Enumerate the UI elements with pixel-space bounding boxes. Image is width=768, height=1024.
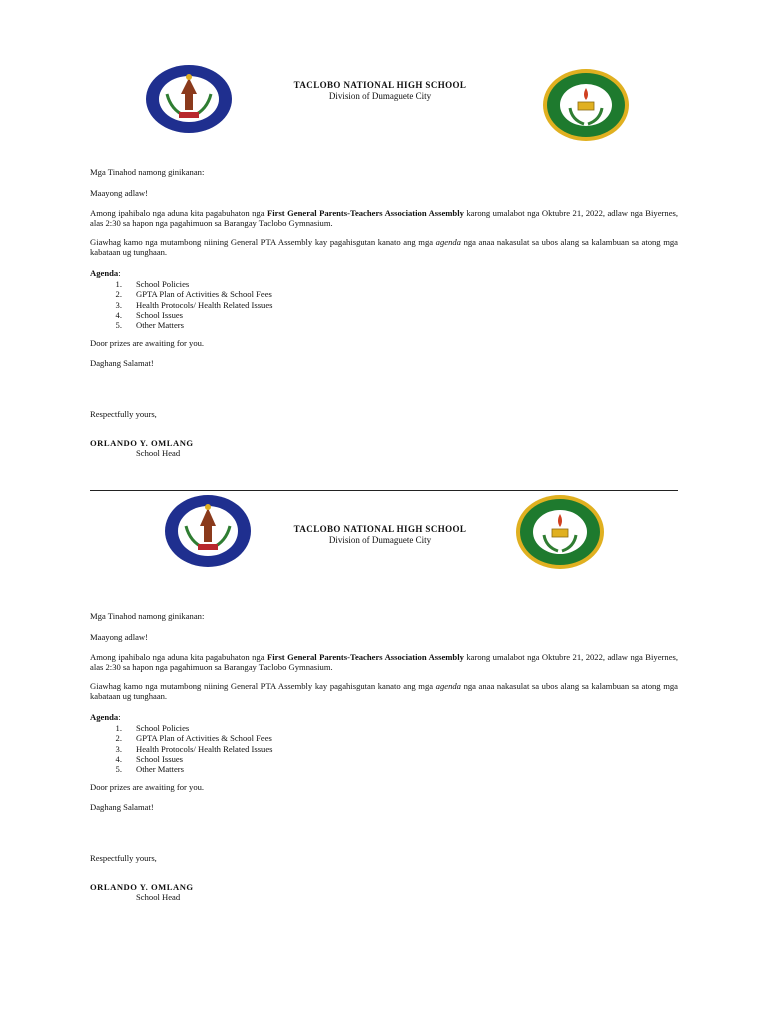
school-name: TACLOBO NATIONAL HIGH SCHOOL	[293, 524, 467, 534]
agenda-item-text: Health Protocols/ Health Related Issues	[136, 299, 273, 310]
agenda-item-text: School Issues	[136, 753, 184, 764]
para2-text-a: Giawhag kamo nga mutambong niining General PTA Assembly kay pagahisgutan kanato ang mga	[90, 237, 434, 247]
agenda-item-number: 1.	[115, 279, 122, 289]
agenda-list	[90, 279, 390, 330]
assembly-name: First General Parents-Teachers Association Assembly	[267, 208, 464, 218]
invitation-paragraph	[90, 237, 678, 257]
assembly-name: First General Parents-Teachers Association Assembly	[267, 652, 464, 662]
announcement-paragraph	[90, 652, 678, 672]
agenda-item-text: School Policies	[136, 279, 190, 289]
school-seal	[515, 494, 605, 570]
agenda-item-number: 3.	[115, 743, 122, 754]
thanks: Daghang Salamat!	[90, 358, 154, 368]
agenda-item-number: 2.	[115, 733, 122, 744]
para2-text-c: nga anaa nakasulat sa ubos alang sa kalambuan sa atong mga kabataan ug tunghaan.	[90, 237, 678, 257]
para2-text-a: Giawhag kamo nga mutambong niining General PTA Assembly kay pagahisgutan kanato ang mga	[90, 681, 434, 691]
agenda-item-text: Other Matters	[136, 320, 184, 331]
agenda-item-number: 5.	[115, 764, 122, 775]
agenda-item-number: 3.	[115, 299, 122, 310]
agenda-word: agenda	[435, 681, 461, 691]
agenda-item-number: 2.	[115, 289, 122, 300]
door-prizes-note: Door prizes are awaiting for you.	[90, 338, 205, 348]
closing: Respectfully yours,	[90, 853, 157, 863]
agenda-item	[90, 723, 390, 733]
para1-text-c: karong umalabot nga Oktubre 21, 2022, adlaw nga Biyernes, alas 2:30 sa hapon nga pagahimuon sa Barangay Taclobo Gymnasium.	[90, 208, 678, 228]
agenda-item-text: School Issues	[136, 309, 184, 320]
agenda-word: agenda	[435, 237, 461, 247]
agenda-item	[90, 279, 390, 289]
para1-text-a: Among ipahibalo nga aduna kita pagabuhaton nga	[90, 652, 265, 662]
agenda-item-number: 4.	[115, 753, 122, 764]
salutation: Mga Tinahod namong ginikanan:	[90, 167, 205, 177]
greeting: Maayong adlaw!	[90, 188, 148, 198]
agenda-item	[90, 733, 390, 743]
agenda-title: Agenda	[90, 712, 119, 722]
agenda-item	[90, 754, 390, 764]
school-name: TACLOBO NATIONAL HIGH SCHOOL	[293, 80, 467, 90]
invitation-paragraph	[90, 681, 678, 701]
door-prizes-note: Door prizes are awaiting for you.	[90, 782, 205, 792]
agenda-item	[90, 764, 390, 774]
agenda-item	[90, 320, 390, 330]
agenda-item-text: Other Matters	[136, 764, 184, 775]
signer-name: ORLANDO Y. OMLANG	[90, 882, 194, 892]
agenda-item	[90, 310, 390, 320]
signer-title: School Head	[136, 892, 181, 902]
salutation: Mga Tinahod namong ginikanan:	[90, 611, 205, 621]
agenda-item	[90, 300, 390, 310]
school-division: Division of Dumaguete City	[328, 535, 432, 545]
signer-title: School Head	[136, 448, 181, 458]
deped-division-seal	[164, 494, 252, 568]
agenda-list	[90, 723, 390, 774]
para1-text-a: Among ipahibalo nga aduna kita pagabuhaton nga	[90, 208, 265, 218]
announcement-paragraph	[90, 208, 678, 228]
school-seal	[542, 68, 630, 142]
agenda-item-text: School Policies	[136, 723, 190, 733]
letter-divider	[90, 490, 678, 491]
thanks: Daghang Salamat!	[90, 802, 154, 812]
agenda-heading: Agenda:	[90, 268, 121, 278]
agenda-item-number: 5.	[115, 320, 122, 331]
agenda-item-number: 1.	[115, 723, 122, 733]
signer-name: ORLANDO Y. OMLANG	[90, 438, 194, 448]
agenda-item-number: 4.	[115, 309, 122, 320]
para1-text-c: karong umalabot nga Oktubre 21, 2022, adlaw nga Biyernes, alas 2:30 sa hapon nga pagahimuon sa Barangay Taclobo Gymnasium.	[90, 652, 678, 672]
para2-text-c: nga anaa nakasulat sa ubos alang sa kalambuan sa atong mga kabataan ug tunghaan.	[90, 681, 678, 701]
agenda-item	[90, 744, 390, 754]
agenda-item-text: GPTA Plan of Activities & School Fees	[136, 733, 272, 744]
agenda-item-text: GPTA Plan of Activities & School Fees	[136, 289, 272, 300]
greeting: Maayong adlaw!	[90, 632, 148, 642]
agenda-item-text: Health Protocols/ Health Related Issues	[136, 743, 273, 754]
school-division: Division of Dumaguete City	[328, 91, 432, 101]
deped-division-seal	[145, 64, 233, 134]
agenda-item	[90, 289, 390, 299]
agenda-title: Agenda	[90, 268, 119, 278]
closing: Respectfully yours,	[90, 409, 157, 419]
agenda-heading: Agenda:	[90, 712, 121, 722]
